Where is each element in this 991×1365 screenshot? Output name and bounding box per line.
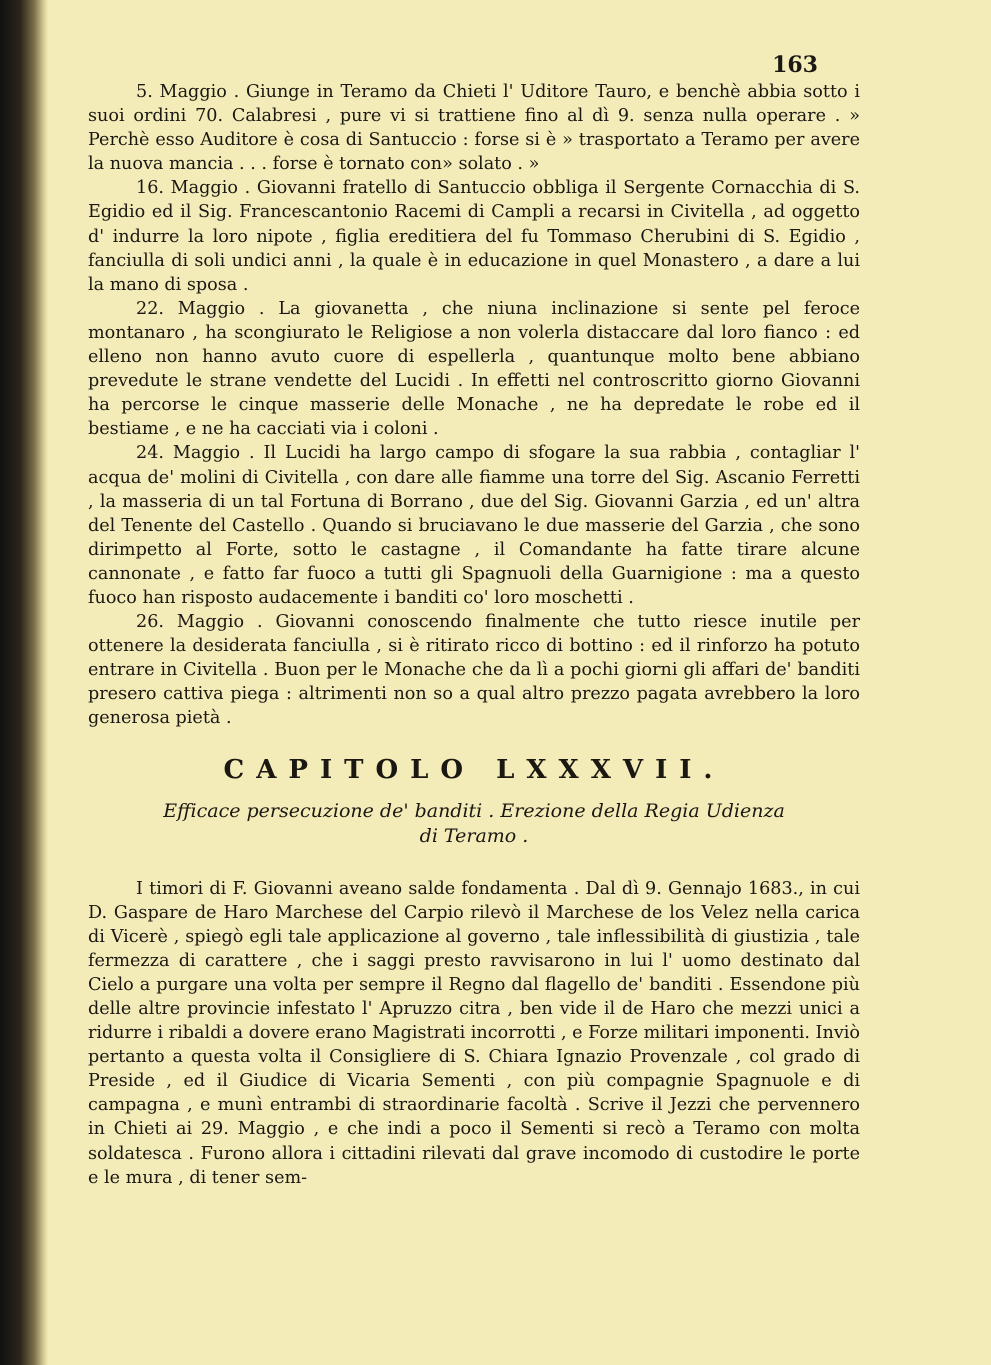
entry-text: Giunge in Teramo da Chieti l' Uditore Tauro, e benchè abbia sotto i suoi ordini 70. Calabresi , pure vi si trattiene fino al dì 9. senza nulla operare . » Perchè esso Auditore è cosa di Santuccio : forse si è » trasportato a Teramo per avere la nuova mancia . . . forse è tornato con» solato . » xyxy=(88,82,860,175)
entry-date: 22. Maggio . xyxy=(136,298,265,319)
entry-text: La giovanetta , che niuna inclinazione si sente pel feroce montanaro , ha scongiurato le Religiose a non volerla distaccare dal loro fianco : ed elleno non hanno avuto cuore di espellerla , quantunque molto bene abbiano prevedute le strane vendette del Lucidi . In effetti nel controscritto giorno Giovanni ha percorse le cinque masserie delle Monache , ne ha depredate le robe ed il bestiame , e ne ha cacciati via i coloni . xyxy=(88,298,861,440)
entry-text: Il Lucidi ha largo campo di sfogare la sua rabbia , contagliar l' acqua de' molini di Civitella , con dare alle fiamme una torre del Sig. Ascanio Ferretti , la masseria di un tal Fortuna di Borrano , due del Sig. Giovanni Garzia , ed un' altra del Tenente del Castello . Quando si bruciavano le due masserie del Garzia , che sono dirimpetto al Forte, sotto le castagne , il Comandante ha fatte tirare alcune cannonate , e fatto far fuoco a tutti gli Spagnuoli della Guarnigione : ma a questo fuoco han risposto audacemente i banditi co' loro moschetti . xyxy=(88,443,860,608)
chapter-title: CAPITOLO LXXXVII. xyxy=(223,754,725,785)
entry-date: 26. Maggio . xyxy=(136,612,263,633)
entry-date: 16. Maggio . xyxy=(136,178,251,199)
entry-text: Giovanni fratello di Santuccio obbliga il Sergente Cornacchia di S. Egidio ed il Sig. Francescantonio Racemi di Campli a recarsi in Civitella , ad oggetto d' indurre la loro nipote , figlia ereditiera del fu Tommaso Cherubini di S. Egidio , fanciulla di soli undici anni , la quale è in educazione in quel Monastero , a dare a lui la mano di sposa . xyxy=(88,178,861,295)
book-gutter xyxy=(0,0,48,1365)
page-number: 163 xyxy=(772,52,818,78)
entry-paragraph xyxy=(88,297,860,442)
entry-date: 5. Maggio . xyxy=(136,82,240,102)
chapter-subtitle-line: di Teramo . xyxy=(419,824,529,847)
chapter-subtitle-line: Efficace persecuzione de' banditi . Erezione della Regia Udienza xyxy=(163,799,785,822)
entry-text: Giovanni conoscendo finalmente che tutto riesce inutile per ottenere la desiderata fanciulla , si è ritirato ricco di bottino : ed il rinforzo ha potuto entrare in Civitella . Buon per le Monache che da lì a pochi giorni gli affari de' banditi presero cattiva piega : altrimenti non so a qual altro prezzo pagata avrebbero la loro generosa pietà . xyxy=(88,612,861,729)
entry-date: 24. Maggio . xyxy=(136,443,255,464)
entry-paragraph xyxy=(88,80,860,176)
entry-paragraph xyxy=(88,176,860,296)
chapter-body-paragraph: I timori di F. Giovanni aveano salde fondamenta . Dal dì 9. Gennajo 1683., in cui D. Gaspare de Haro Marchese del Carpio rilevò il Marchese de los Velez nella carica di Vicerè , spiegò egli tale applicazione al governo , tale inflessibilità di giustizia , tale fermezza di carattere , che i saggi presto ravvisarono in lui l' uomo destinato dal Cielo a purgare una volta per sempre il Regno dal flagello de' banditi . Essendone più delle altre provincie infestato l' Apruzzo citra , ben vide il de Haro che mezzi unici a ridurre i ribaldi a dovere erano Magistrati incorrotti , e Forze militari imponenti. Inviò pertanto a questa volta il Consigliere di S. Chiara Ignazio Provenzale , col grado di Preside , ed il Giudice di Vicaria Sementi , con più compagnie Spagnuole e di campagna , e munì entrambi di straordinarie facoltà . Scrive il Jezzi che pervennero in Chieti ai 29. Maggio , e che indi a poco il Sementi si recò a Teramo con molta soldatesca . Furono allora i cittadini rilevati dal grave incomodo di custodire le porte e le mura , di tener sem- xyxy=(88,878,860,1188)
chapter-subtitle xyxy=(88,799,860,849)
book-page xyxy=(88,52,860,1190)
entry-paragraph xyxy=(88,441,860,610)
entry-paragraph xyxy=(88,610,860,730)
